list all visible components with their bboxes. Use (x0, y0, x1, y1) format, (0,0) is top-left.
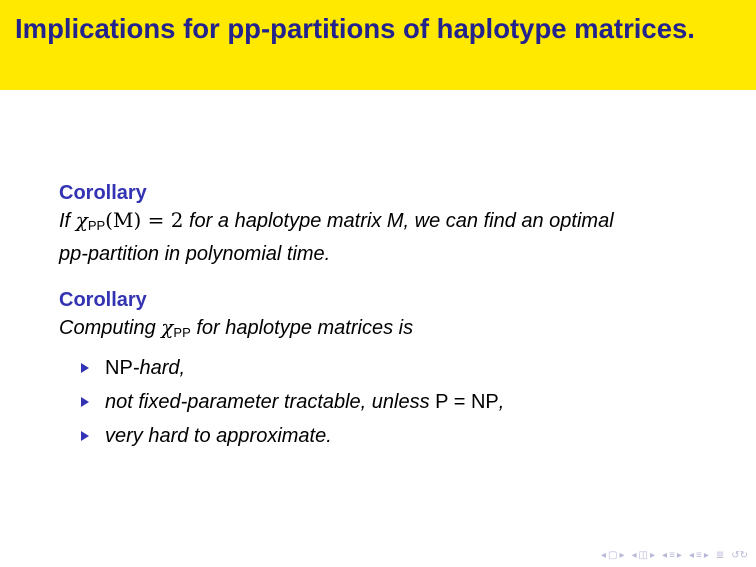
bullet-triangle-icon (81, 363, 89, 373)
nav-frame-icon[interactable]: ◫ (638, 550, 648, 561)
corollary-body-1 (59, 206, 719, 268)
chi-symbol-2: χ (161, 315, 174, 339)
nav-search-icon[interactable]: ↺↻ (731, 550, 748, 561)
nav-prev-subsection-icon[interactable]: ◂ (662, 550, 668, 561)
p-np-upright: P = NP (435, 391, 499, 413)
corollary2-prefix: Computing (59, 317, 156, 339)
corollary-block-1 (59, 180, 719, 268)
nav-section-icon[interactable]: ≡ (695, 550, 702, 561)
bullet-triangle-icon (81, 397, 89, 407)
nav-slide-icon[interactable]: ▢ (608, 550, 618, 561)
fpt-trail: , (498, 391, 505, 413)
approx-text: very hard to approximate. (105, 425, 332, 447)
result-list (59, 351, 719, 453)
nav-prev-frame-icon[interactable]: ◂ (631, 550, 637, 561)
corollary1-prefix: If (59, 210, 71, 232)
title-bar (0, 0, 756, 90)
corollary2-suffix: for haplotype matrices is (196, 317, 414, 339)
nav-next-subsection-icon[interactable]: ▸ (676, 550, 682, 561)
chi-subscript-2: PP (173, 325, 191, 340)
list-item (59, 385, 719, 419)
chi-symbol: χ (75, 208, 88, 232)
fpt-text: not fixed-parameter tractable, unless (105, 391, 430, 413)
nav-next-frame-icon[interactable]: ▸ (650, 550, 656, 561)
bullet-triangle-icon (81, 431, 89, 441)
list-item (59, 419, 719, 453)
corollary1-suffix: for a haplotype matrix M, we can find an optimal (189, 210, 614, 232)
np-hard-text: -hard, (132, 357, 186, 379)
beamer-navigation (601, 549, 748, 563)
corollary-heading-1: Corollary (59, 182, 147, 204)
nav-next-section-icon[interactable]: ▸ (703, 550, 709, 561)
corollary-body-2 (59, 313, 719, 347)
slide-title: Implications for pp-partitions of haplotype matrices. (15, 13, 695, 44)
nav-subsection-icon[interactable]: ≡ (669, 550, 675, 561)
chi-argument: (M) = 2 (105, 208, 184, 232)
nav-align-icon[interactable]: ≣ (715, 550, 725, 561)
nav-prev-slide-icon[interactable]: ◂ (601, 550, 607, 561)
np-upright: NP (105, 357, 133, 379)
corollary1-line2: pp-partition in polynomial time. (59, 243, 331, 265)
nav-next-slide-icon[interactable]: ▸ (619, 550, 625, 561)
nav-prev-section-icon[interactable]: ◂ (688, 550, 694, 561)
corollary-block-2 (59, 287, 719, 453)
corollary-heading-2: Corollary (59, 289, 147, 311)
list-item (59, 351, 719, 385)
chi-subscript: PP (87, 218, 106, 233)
